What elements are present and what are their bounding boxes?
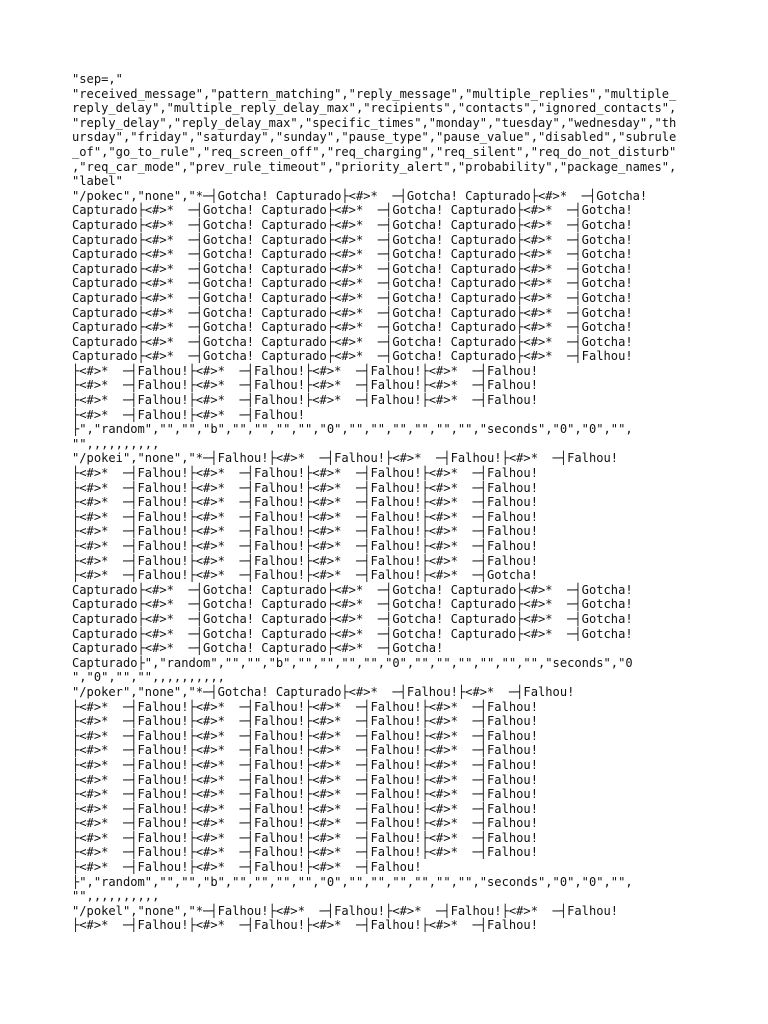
csv-record-pokei-line: Capturado├<#>* ─┤Gotcha! Capturado├<#>* ─┤Gotcha! Capturado├<#>* ─┤Gotcha! [72, 626, 633, 641]
csv-record-pokec-line: Capturado├<#>* ─┤Gotcha! Capturado├<#>* ─┤Gotcha! Capturado├<#>* ─┤Falhou! [72, 349, 633, 364]
csv-record-pokec-line: "",,,,,,,,,, [72, 436, 160, 451]
csv-record-pokec-line: ├<#>* ─┤Falhou!├<#>* ─┤Falhou! [72, 407, 305, 422]
csv-header-line: "received_message","pattern_matching","reply_message","multiple_replies","multiple_ [72, 86, 677, 101]
csv-record-pokei-line: ├<#>* ─┤Falhou!├<#>* ─┤Falhou!├<#>* ─┤Falhou!├<#>* ─┤Falhou! [72, 495, 538, 510]
csv-record-poker-line: ├<#>* ─┤Falhou!├<#>* ─┤Falhou!├<#>* ─┤Falhou!├<#>* ─┤Falhou! [72, 830, 538, 845]
csv-record-pokei-line: ├<#>* ─┤Falhou!├<#>* ─┤Falhou!├<#>* ─┤Falhou!├<#>* ─┤Falhou! [72, 509, 538, 524]
csv-header-line: _of","go_to_rule","req_screen_off","req_charging","req_silent","req_do_not_disturb" [72, 144, 677, 159]
csv-record-pokec-line: Capturado├<#>* ─┤Gotcha! Capturado├<#>* ─┤Gotcha! Capturado├<#>* ─┤Gotcha! [72, 290, 633, 305]
csv-header-line: "label" [72, 174, 123, 189]
csv-record-poker-line: ├<#>* ─┤Falhou!├<#>* ─┤Falhou!├<#>* ─┤Falhou!├<#>* ─┤Falhou! [72, 801, 538, 816]
csv-record-pokec-line: ├<#>* ─┤Falhou!├<#>* ─┤Falhou!├<#>* ─┤Falhou!├<#>* ─┤Falhou! [72, 393, 538, 408]
csv-header-line: ursday","friday","saturday","sunday","pause_type","pause_value","disabled","subrule [72, 130, 677, 145]
csv-record-poker-line: ├<#>* ─┤Falhou!├<#>* ─┤Falhou!├<#>* ─┤Falhou!├<#>* ─┤Falhou! [72, 743, 538, 758]
csv-record-pokec-line: ├","random","","","b","","","","","0","","","","","","","seconds","0","0","", [72, 422, 633, 437]
csv-record-pokec-line: "/pokec","none","*─┤Gotcha! Capturado├<#>* ─┤Gotcha! Capturado├<#>* ─┤Gotcha! [72, 188, 648, 203]
csv-record-poker-line: ├<#>* ─┤Falhou!├<#>* ─┤Falhou!├<#>* ─┤Falhou!├<#>* ─┤Falhou! [72, 757, 538, 772]
csv-record-poker-line: ├<#>* ─┤Falhou!├<#>* ─┤Falhou!├<#>* ─┤Falhou! [72, 860, 422, 875]
csv-record-pokec-line: Capturado├<#>* ─┤Gotcha! Capturado├<#>* ─┤Gotcha! Capturado├<#>* ─┤Gotcha! [72, 232, 633, 247]
csv-record-pokei-line: Capturado├<#>* ─┤Gotcha! Capturado├<#>* ─┤Gotcha! Capturado├<#>* ─┤Gotcha! [72, 582, 633, 597]
csv-record-pokec-line: Capturado├<#>* ─┤Gotcha! Capturado├<#>* ─┤Gotcha! Capturado├<#>* ─┤Gotcha! [72, 334, 633, 349]
csv-record-pokei-line: ├<#>* ─┤Falhou!├<#>* ─┤Falhou!├<#>* ─┤Falhou!├<#>* ─┤Falhou! [72, 539, 538, 553]
csv-record-poker-line: ├<#>* ─┤Falhou!├<#>* ─┤Falhou!├<#>* ─┤Falhou!├<#>* ─┤Falhou! [72, 728, 538, 743]
csv-record-pokei-line: Capturado├<#>* ─┤Gotcha! Capturado├<#>* ─┤Gotcha! Capturado├<#>* ─┤Gotcha! [72, 597, 633, 612]
csv-record-pokec-line: Capturado├<#>* ─┤Gotcha! Capturado├<#>* ─┤Gotcha! Capturado├<#>* ─┤Gotcha! [72, 276, 633, 291]
csv-record-poker-line: ├<#>* ─┤Falhou!├<#>* ─┤Falhou!├<#>* ─┤Falhou!├<#>* ─┤Falhou! [72, 772, 538, 787]
csv-separator-line: "sep=," [72, 72, 123, 86]
csv-record-pokec-line: Capturado├<#>* ─┤Gotcha! Capturado├<#>* ─┤Gotcha! Capturado├<#>* ─┤Gotcha! [72, 320, 633, 335]
document-body [72, 72, 712, 933]
csv-record-poker-line: ├<#>* ─┤Falhou!├<#>* ─┤Falhou!├<#>* ─┤Falhou!├<#>* ─┤Falhou! [72, 845, 538, 860]
csv-record-pokec-line: Capturado├<#>* ─┤Gotcha! Capturado├<#>* ─┤Gotcha! Capturado├<#>* ─┤Gotcha! [72, 305, 633, 320]
csv-record-pokei-line: ","0","","",,,,,,,,,, [72, 670, 225, 685]
csv-record-pokec-line: Capturado├<#>* ─┤Gotcha! Capturado├<#>* ─┤Gotcha! Capturado├<#>* ─┤Gotcha! [72, 203, 633, 218]
csv-header-line: ,"req_car_mode","prev_rule_timeout","priority_alert","probability","package_names", [72, 159, 677, 174]
csv-record-pokec-line: Capturado├<#>* ─┤Gotcha! Capturado├<#>* ─┤Gotcha! Capturado├<#>* ─┤Gotcha! [72, 217, 633, 232]
csv-record-pokec-line: ├<#>* ─┤Falhou!├<#>* ─┤Falhou!├<#>* ─┤Falhou!├<#>* ─┤Falhou! [72, 363, 538, 378]
csv-record-poker-line: "/poker","none","*─┤Gotcha! Capturado├<#>* ─┤Falhou!├<#>* ─┤Falhou! [72, 684, 575, 699]
csv-record-pokei-line: ├<#>* ─┤Falhou!├<#>* ─┤Falhou!├<#>* ─┤Falhou!├<#>* ─┤Gotcha! [72, 568, 538, 583]
csv-header-line: reply_delay","multiple_reply_delay_max","recipients","contacts","ignored_contacts", [72, 101, 677, 116]
csv-record-pokec-line: Capturado├<#>* ─┤Gotcha! Capturado├<#>* ─┤Gotcha! Capturado├<#>* ─┤Gotcha! [72, 247, 633, 262]
csv-record-pokei-line: ├<#>* ─┤Falhou!├<#>* ─┤Falhou!├<#>* ─┤Falhou!├<#>* ─┤Falhou! [72, 466, 538, 481]
csv-record-pokel-line: ├<#>* ─┤Falhou!├<#>* ─┤Falhou!├<#>* ─┤Falhou!├<#>* ─┤Falhou! [72, 918, 538, 933]
csv-record-poker-line: ├<#>* ─┤Falhou!├<#>* ─┤Falhou!├<#>* ─┤Falhou!├<#>* ─┤Falhou! [72, 787, 538, 802]
csv-record-pokei-line: ├<#>* ─┤Falhou!├<#>* ─┤Falhou!├<#>* ─┤Falhou!├<#>* ─┤Falhou! [72, 553, 538, 568]
csv-record-poker-line: ├","random","","","b","","","","","0","","","","","","","seconds","0","0","", [72, 874, 633, 889]
csv-record-poker-line: ├<#>* ─┤Falhou!├<#>* ─┤Falhou!├<#>* ─┤Falhou!├<#>* ─┤Falhou! [72, 816, 538, 831]
csv-record-poker-line: ├<#>* ─┤Falhou!├<#>* ─┤Falhou!├<#>* ─┤Falhou!├<#>* ─┤Falhou! [72, 699, 538, 714]
csv-record-pokei-line: Capturado├<#>* ─┤Gotcha! Capturado├<#>* ─┤Gotcha! Capturado├<#>* ─┤Gotcha! [72, 611, 633, 626]
csv-record-pokei-line: ├<#>* ─┤Falhou!├<#>* ─┤Falhou!├<#>* ─┤Falhou!├<#>* ─┤Falhou! [72, 480, 538, 495]
csv-record-pokei-line: ├<#>* ─┤Falhou!├<#>* ─┤Falhou!├<#>* ─┤Falhou!├<#>* ─┤Falhou! [72, 524, 538, 539]
csv-record-pokei-line: "/pokei","none","*─┤Falhou!├<#>* ─┤Falhou!├<#>* ─┤Falhou!├<#>* ─┤Falhou! [72, 451, 619, 466]
csv-record-pokei-line: Capturado├<#>* ─┤Gotcha! Capturado├<#>* ─┤Gotcha! [72, 641, 444, 656]
csv-header-line: "reply_delay","reply_delay_max","specific_times","monday","tuesday","wednesday","th [72, 115, 677, 130]
csv-record-poker-line: "",,,,,,,,,, [72, 889, 160, 904]
csv-record-pokec-line: ├<#>* ─┤Falhou!├<#>* ─┤Falhou!├<#>* ─┤Falhou!├<#>* ─┤Falhou! [72, 378, 538, 393]
csv-record-pokei-line: Capturado├","random","","","b","","","","","0","","","","","","","seconds","0 [72, 655, 633, 670]
csv-record-pokec-line: Capturado├<#>* ─┤Gotcha! Capturado├<#>* ─┤Gotcha! Capturado├<#>* ─┤Gotcha! [72, 261, 633, 276]
csv-record-poker-line: ├<#>* ─┤Falhou!├<#>* ─┤Falhou!├<#>* ─┤Falhou!├<#>* ─┤Falhou! [72, 714, 538, 729]
csv-record-pokel-line: "/pokel","none","*─┤Falhou!├<#>* ─┤Falhou!├<#>* ─┤Falhou!├<#>* ─┤Falhou! [72, 903, 619, 918]
